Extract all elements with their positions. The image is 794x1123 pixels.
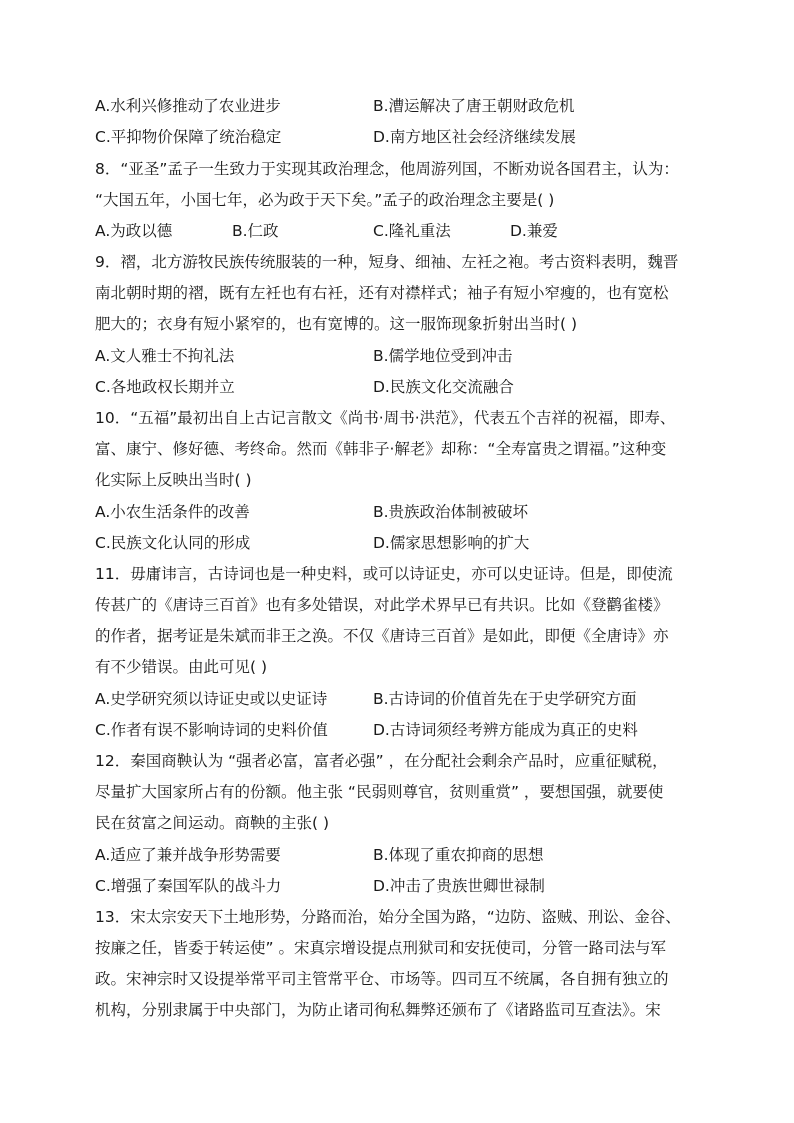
q12-option-c: C.增强了秦国军队的战斗力 <box>95 877 282 895</box>
q11-stem-line: 传甚广的《唐诗三百首》也有多处错误，对此学术界早已有共识。比如《登鹳雀楼》 <box>95 596 669 614</box>
q9-option-c: C.各地政权长期并立 <box>95 378 235 396</box>
q8-stem-line: “大国五年，小国七年，必为政于天下矣。”孟子的政治理念主要是( ) <box>95 191 555 209</box>
q10-stem-line: 10．“五福”最初出自上古记言散文《尚书·周书·洪范》，代表五个吉祥的祝福，即寿、 <box>95 409 676 427</box>
q10-stem-line: 化实际上反映出当时( ) <box>95 471 252 489</box>
q9-option-a: A.文人雅士不拘礼法 <box>95 347 235 365</box>
q8-stem-line: 8．“亚圣”孟子一生致力于实现其政治理念，他周游列国，不断劝说各国君主，认为： <box>95 160 679 178</box>
q9-option-d: D.民族文化交流融合 <box>373 378 514 396</box>
q11-option-c: C.作者有误不影响诗词的史料价值 <box>95 721 328 739</box>
q7-option-a: A.水利兴修推动了农业进步 <box>95 97 281 115</box>
q10-stem-line: 富、康宁、修好德、考终命。然而《韩非子·解老》却称：“全寿富贵之谓福。”这种变 <box>95 440 667 458</box>
q10-option-a: A.小农生活条件的改善 <box>95 503 250 521</box>
q11-option-a: A.史学研究须以诗证史或以史证诗 <box>95 690 328 708</box>
q7-option-c: C.平抑物价保障了统治稳定 <box>95 128 282 146</box>
q12-option-a: A.适应了兼并战争形势需要 <box>95 846 281 864</box>
q12-option-b: B.体现了重农抑商的思想 <box>373 846 544 864</box>
q8-option-c: C.隆礼重法 <box>373 222 451 240</box>
q13-stem-line: 13．宋太宗安天下土地形势，分路而治，始分全国为路，“边防、盗贼、刑讼、金谷、 <box>95 908 681 926</box>
q12-stem-line: 民在贫富之间运动。商鞅的主张( ) <box>95 814 330 832</box>
q9-option-b: B.儒学地位受到冲击 <box>373 347 513 365</box>
q10-option-c: C.民族文化认同的形成 <box>95 534 251 552</box>
q11-stem-line: 11．毋庸讳言，古诗词也是一种史料，或可以诗证史，亦可以史证诗。但是，即使流 <box>95 565 673 583</box>
q7-option-b: B.漕运解决了唐王朝财政危机 <box>373 97 575 115</box>
q11-stem-line: 有不少错误。由此可见( ) <box>95 658 268 676</box>
q12-stem-line: 尽量扩大国家所占有的份额。他主张 “民弱则尊官，贫则重赏” ，要想国强，就要使 <box>95 783 664 801</box>
q9-stem-line: 9．褶，北方游牧民族传统服装的一种，短身、细袖、左衽之袍。考古资料表明，魏晋 <box>95 253 679 271</box>
q13-stem-line: 政。宋神宗时又设提举常平司主管常平仓、市场等。四司互不统属，各自拥有独立的 <box>95 970 669 988</box>
q10-option-b: B.贵族政治体制被破坏 <box>373 503 529 521</box>
q8-option-b: B.仁政 <box>232 222 279 240</box>
q9-stem-line: 南北朝时期的褶，既有左衽也有右衽，还有对襟样式；袖子有短小窄瘦的，也有宽松 <box>95 284 669 302</box>
q11-option-b: B.古诗词的价值首先在于史学研究方面 <box>373 690 637 708</box>
q9-stem-line: 肥大的；衣身有短小紧窄的，也有宽博的。这一服饰现象折射出当时( ) <box>95 315 578 333</box>
q13-stem-line: 按廉之任，皆委于转运使” 。宋真宗增设提点刑狱司和安抚使司，分管一路司法与军 <box>95 939 666 957</box>
q12-option-d: D.冲击了贵族世卿世禄制 <box>373 877 545 895</box>
q12-stem-line: 12．秦国商鞅认为 “强者必富，富者必强” ，在分配社会剩余产品时，应重征赋税， <box>95 752 668 770</box>
q10-option-d: D.儒家思想影响的扩大 <box>373 534 530 552</box>
q13-stem-line: 机构，分别隶属于中央部门，为防止诸司徇私舞弊还颁布了《诸路监司互查法》。宋 <box>95 1001 661 1019</box>
q11-stem-line: 的作者，据考证是朱斌而非王之涣。不仅《唐诗三百首》是如此，即便《全唐诗》亦 <box>95 627 669 645</box>
q7-option-d: D.南方地区社会经济继续发展 <box>373 128 576 146</box>
q11-option-d: D.古诗词须经考辨方能成为真正的史料 <box>373 721 638 739</box>
q8-option-d: D.兼爱 <box>510 222 558 240</box>
q8-option-a: A.为政以德 <box>95 222 173 240</box>
